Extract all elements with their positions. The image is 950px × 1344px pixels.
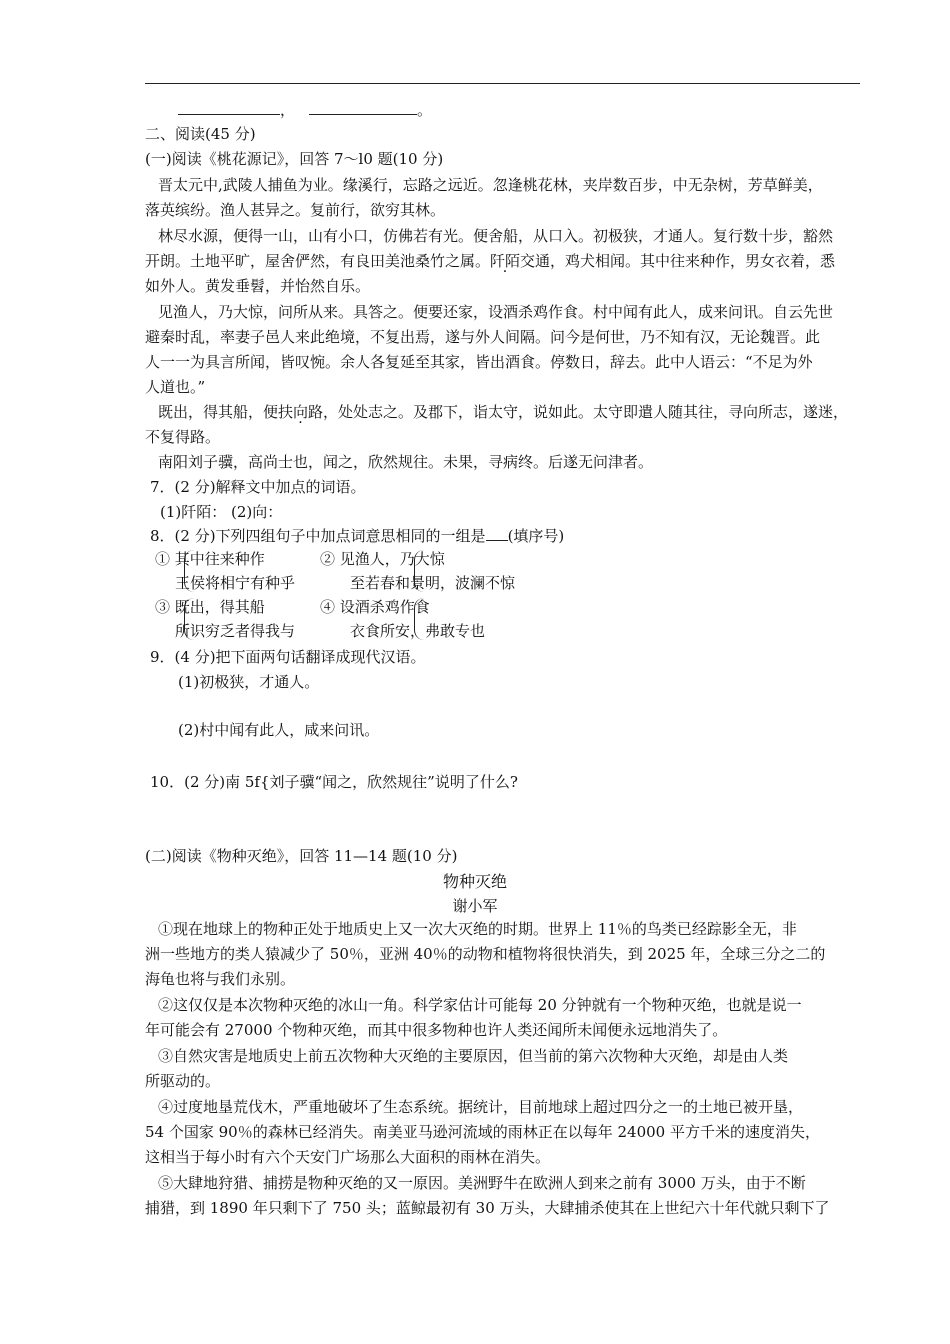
- passage1-line: 既出，得其船，便扶向路，处处志之。及郡下，诣太守，说如此。太守即遣人随其往，寻向所志，遂迷，: [158, 403, 849, 421]
- q8-option-2a: ② 见渔人，乃大惊: [320, 550, 445, 568]
- question-8: 8．(2 分)下列四组句子中加点词意思相同的一组是 (填序号): [150, 527, 565, 545]
- passage1-line: 晋太元中,武陵人捕鱼为业。缘溪行，忘路之远近。忽逢桃花林，夹岸数百步，中无杂树，芳草鲜美，: [158, 176, 823, 194]
- dotted-word-xiang: 向: [293, 403, 309, 421]
- question-9: 9．(4 分)把下面两句话翻译成现代汉语。: [150, 648, 426, 666]
- q8-option-2b: 至若春和景明，波澜不惊: [350, 574, 516, 592]
- section-title: 二、阅读(45 分): [145, 125, 256, 143]
- passage2-line: 54 个国家 90％的森林已经消失。南美亚马逊河流域的雨林正在以每年 24000 平方千米的速度消失，: [145, 1123, 820, 1141]
- passage1-line: 见渔人，乃大惊，问所从来。具答之。便要还家，设酒杀鸡作食。村中闻有此人，成来问讯。自云先世: [158, 303, 834, 321]
- passage1-line: 南阳刘子骥，高尚士也，闻之，欣然规往。未果，寻病终。后遂无问津者。: [158, 453, 654, 471]
- answer-blank-2[interactable]: [309, 100, 417, 115]
- passage1-line: 落英缤纷。渔人甚异之。复前行，欲穷其林。: [145, 201, 446, 219]
- passage2-line: ②这仅仅是本次物种灭绝的冰山一角。科学家估计可能每 20 分钟就有一个物种灭绝，也就是说一: [158, 996, 802, 1014]
- q8-option-3b: 所识穷乏者得我与: [175, 622, 296, 640]
- part1-intro: (一)阅读《桃花源记》，回答 7～l0 题(10 分): [145, 150, 444, 168]
- passage2-line: 年可能会有 27000 个物种灭绝，而其中很多物种也许人类还闻所未闻便永远地消失了。: [145, 1021, 728, 1039]
- passage1-line: 林尽水源，便得一山，山有小口，仿佛若有光。便舍船，从口入。初极狭，才通人。复行数十步，豁然: [158, 227, 834, 245]
- passage2-line: 海龟也将与我们永别。: [145, 970, 296, 988]
- top-rule: [145, 83, 860, 84]
- passage1-line: 如外人。黄发垂髫，并怡然自乐。: [145, 277, 371, 295]
- passage2-line: ④过度地垦荒伐木，严重地破坏了生态系统。据统计，目前地球上超过四分之一的土地已被开垦，: [158, 1098, 804, 1116]
- passage2-line: ⑤大肆地狩猎、捕捞是物种灭绝的又一原因。美洲野牛在欧洲人到来之前有 3000 万头，由于不断: [158, 1174, 806, 1192]
- article-author: 谢小军: [452, 897, 498, 915]
- q8-option-1a: ① 其中往来种作: [155, 550, 265, 568]
- q8-option-3a: ③ 既出，得其船: [155, 598, 265, 616]
- passage2-line: 所驱动的。: [145, 1072, 221, 1090]
- passage1-line: 开朗。土地平旷，屋舍俨然，有良田美池桑竹之属。阡陌交通，鸡犬相闻。其中往来种作，男女衣着，悉: [145, 252, 836, 270]
- passage2-line: 这相当于每小时有六个天安门广场那么大面积的雨林在消失。: [145, 1148, 551, 1166]
- answer-blank-q8[interactable]: [486, 526, 508, 541]
- passage1-line: 人一一为具言所闻，皆叹惋。余人各复延至其家，皆出酒食。停数日，辞去。此中人语云：“不足为外: [145, 353, 813, 371]
- passage1-line: 不复得路。: [145, 428, 221, 446]
- dotted-word-qianmo: 阡陌: [490, 252, 521, 270]
- q8-option-1b: 王侯将相宁有种乎: [175, 574, 296, 592]
- passage2-line: ①现在地球上的物种正处于地质史上又一次大灭绝的时期。世界上 11％的鸟类已经踪影全无，非: [158, 920, 797, 938]
- q8-option-4b: 衣食所安，弗敢专也: [350, 622, 486, 640]
- passage1-line: 避秦时乱，率妻子邑人来此绝境，不复出焉，遂与外人间隔。问今是何世，乃不知有汉，无论魏晋。此: [145, 328, 821, 346]
- answer-blanks: ， 。: [178, 100, 432, 120]
- passage1-line: 人道也。”: [145, 378, 206, 396]
- passage2-line: 捕猎，到 1890 年只剩下了 750 头；蓝鲸最初有 30 万头，大肆捕杀使其在上世纪六十年代就只剩下了: [145, 1199, 830, 1217]
- q8-option-4a: ④ 设酒杀鸡作食: [320, 598, 430, 616]
- part2-intro: (二)阅读《物种灭绝》，回答 11—14 题(10 分): [145, 847, 458, 865]
- question-10: 10．(2 分)南 5f{刘子骥“闻之，欣然规往”说明了什么?: [150, 773, 518, 791]
- question-7-items: (1)阡陌： (2)向：: [160, 503, 283, 521]
- answer-blank-1[interactable]: [178, 100, 280, 115]
- article-title: 物种灭绝: [442, 872, 507, 891]
- question-7: 7．(2 分)解释文中加点的词语。: [150, 478, 366, 496]
- passage2-line: ③自然灾害是地质史上前五次物种大灭绝的主要原因，但当前的第六次物种大灭绝，却是由人类: [158, 1047, 789, 1065]
- passage2-line: 洲一些地方的类人猿减少了 50％，亚洲 40％的动物和植物将很快消失，到 2025 年，全球三分之二的: [145, 945, 826, 963]
- question-9-item-1: (1)初极狭，才通人。: [178, 673, 320, 691]
- question-9-item-2: (2)村中闻有此人，咸来问讯。: [178, 721, 380, 739]
